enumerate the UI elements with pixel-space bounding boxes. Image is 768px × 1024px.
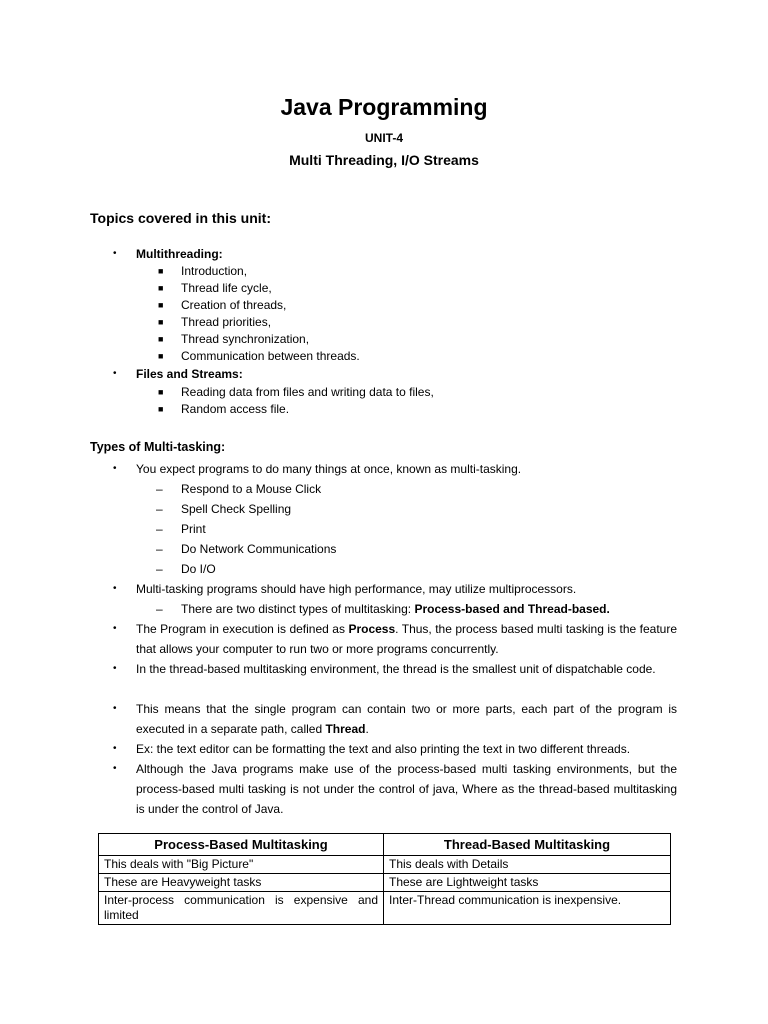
unit-label: UNIT-4 (364, 131, 403, 145)
square-bullet-icon: ■ (158, 334, 164, 344)
types-intro: You expect programs to do many things at once, known as multi-tasking. (136, 462, 522, 476)
topic-item: Thread life cycle, (181, 281, 272, 295)
dash-bullet-icon: – (156, 502, 163, 516)
table-cell: Inter-Thread communication is inexpensive. (384, 892, 671, 925)
thread-unit-text: In the thread-based multitasking environment, the thread is the smallest unit of dispatchable code. (136, 662, 656, 676)
dash-bullet-icon: – (156, 602, 163, 616)
document-title: Java Programming (280, 94, 488, 120)
control-text: Although the Java programs make use of the process-based multi tasking environments, but the process-based multi tasking is not under the control of java, Where as the thread-based multitasking is under the control of Java. (136, 762, 677, 816)
table-cell: This deals with Details (384, 856, 671, 874)
dash-bullet-icon: – (156, 522, 163, 536)
example-item: Spell Check Spelling (181, 502, 292, 516)
table-header-row (99, 834, 671, 856)
topic-group-label: Multithreading: (136, 247, 223, 261)
types-heading: Types of Multi-tasking: (90, 440, 226, 454)
example-item: Respond to a Mouse Click (181, 482, 322, 496)
bullet-dot-icon: • (113, 583, 117, 594)
example-text: Ex: the text editor can be formatting the text and also printing the text in two different threads. (136, 742, 631, 756)
bullet-dot-icon: • (113, 623, 117, 634)
topic-item: Random access file. (181, 402, 290, 416)
topic-group-label: Files and Streams: (136, 367, 243, 381)
square-bullet-icon: ■ (158, 283, 164, 293)
example-item: Do Network Communications (181, 542, 337, 556)
column-header: Thread-Based Multitasking (384, 834, 671, 856)
example-item: Print (181, 522, 206, 536)
topic-item: Creation of threads, (181, 298, 287, 312)
bullet-dot-icon: • (113, 763, 117, 774)
square-bullet-icon: ■ (158, 317, 164, 327)
bullet-dot-icon: • (113, 368, 117, 379)
comparison-table (98, 833, 671, 925)
dash-bullet-icon: – (156, 482, 163, 496)
topic-item: Thread priorities, (181, 315, 272, 329)
topic-item: Reading data from files and writing data to files, (181, 385, 434, 399)
square-bullet-icon: ■ (158, 387, 164, 397)
table-row (99, 892, 671, 925)
bullet-dot-icon: • (113, 703, 117, 714)
document-subtitle: Multi Threading, I/O Streams (289, 152, 479, 168)
thread-parts-text: This means that the single program can contain two or more parts, each part of the program is executed in a separate path, called Thread. (136, 702, 677, 736)
square-bullet-icon: ■ (158, 300, 164, 310)
table-cell: These are Heavyweight tasks (99, 874, 384, 892)
dash-bullet-icon: – (156, 562, 163, 576)
table-row (99, 874, 671, 892)
square-bullet-icon: ■ (158, 351, 164, 361)
example-item: Do I/O (181, 562, 216, 576)
bullet-dot-icon: • (113, 248, 117, 259)
dash-bullet-icon: – (156, 542, 163, 556)
process-definition: The Program in execution is defined as Process. Thus, the process based multi tasking is the feature that allows your computer to run two or more programs concurrently. (136, 622, 677, 656)
bullet-dot-icon: • (113, 663, 117, 674)
square-bullet-icon: ■ (158, 266, 164, 276)
topic-item: Thread synchronization, (181, 332, 310, 346)
topic-item: Introduction, (181, 264, 248, 278)
table-cell: These are Lightweight tasks (384, 874, 671, 892)
table-cell: Inter-process communication is expensive and limited (99, 892, 384, 925)
performance-text: Multi-tasking programs should have high performance, may utilize multiprocessors. (136, 582, 577, 596)
bullet-dot-icon: • (113, 463, 117, 474)
table-row (99, 856, 671, 874)
topics-heading: Topics covered in this unit: (90, 210, 271, 226)
bullet-dot-icon: • (113, 743, 117, 754)
square-bullet-icon: ■ (158, 404, 164, 414)
topic-item: Communication between threads. (181, 349, 360, 363)
two-types-text: There are two distinct types of multitasking: Process-based and Thread-based. (181, 602, 610, 616)
column-header: Process-Based Multitasking (99, 834, 384, 856)
table-cell: This deals with "Big Picture" (99, 856, 384, 874)
